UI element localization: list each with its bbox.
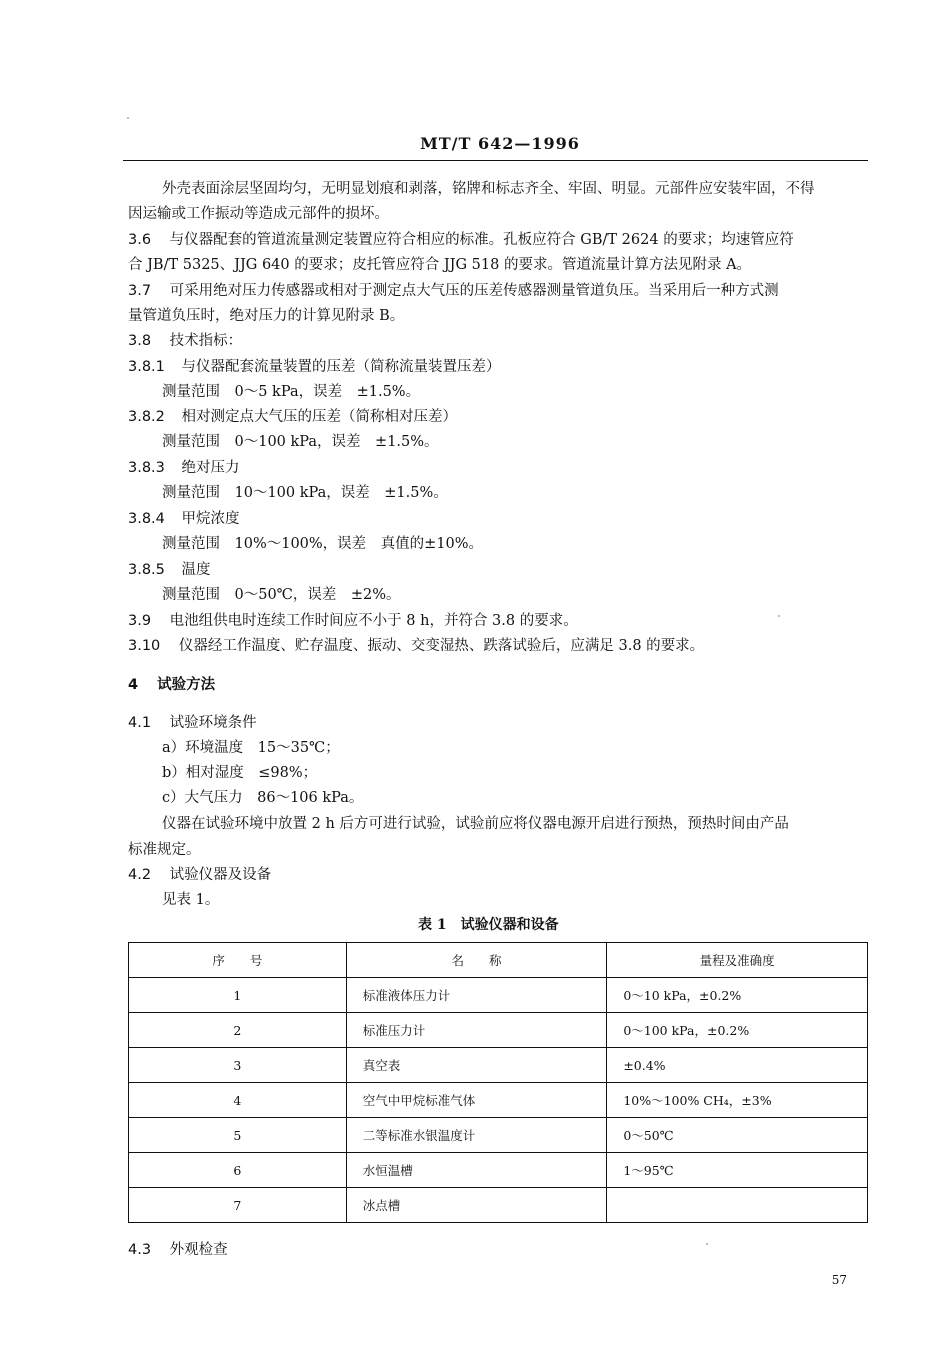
- section-4-heading: [128, 674, 215, 696]
- column-header-name: 名 称: [346, 943, 607, 978]
- cell-name: 水恒温槽: [346, 1153, 607, 1188]
- cell-range: [607, 1188, 868, 1223]
- section-title: 甲烷浓度: [181, 511, 240, 527]
- section-number: 3.8: [128, 333, 152, 349]
- section-number: 3.8.3: [128, 460, 165, 476]
- section-number: 4.2: [128, 867, 152, 883]
- section-number: 3.9: [128, 613, 152, 629]
- section-title: 外观检查: [169, 1242, 228, 1258]
- cell-name: 标准压力计: [346, 1013, 607, 1048]
- cell-name: 二等标准水银温度计: [346, 1118, 607, 1153]
- section-3-8-3-detail: 测量范围 10～100 kPa，误差 ±1.5%。: [162, 485, 448, 501]
- section-title: 试验仪器及设备: [169, 867, 272, 883]
- section-title: 试验环境条件: [169, 715, 257, 731]
- cell-range: 10%～100% CH₄，±3%: [607, 1083, 868, 1118]
- section-number: 4: [128, 677, 139, 693]
- section-title: 相对测定点大气压的压差（简称相对压差）: [181, 409, 458, 425]
- section-number: 4.3: [128, 1242, 152, 1258]
- table-row: [129, 1048, 868, 1083]
- section-4-1: [128, 712, 257, 734]
- section-3-8-1: [128, 356, 501, 378]
- cell-name: 真空表: [346, 1048, 607, 1083]
- cell-range: 0～100 kPa，±0.2%: [607, 1013, 868, 1048]
- cell-name: 标准液体压力计: [346, 978, 607, 1013]
- table-row: [129, 1153, 868, 1188]
- section-3-8-5-detail: 测量范围 0～50℃，误差 ±2%。: [162, 587, 401, 603]
- section-number: 3.8.1: [128, 359, 165, 375]
- equipment-table: [128, 942, 868, 1223]
- section-3-8-3: [128, 457, 240, 479]
- section-title: 温度: [181, 562, 211, 578]
- section-title: 与仪器配套流量装置的压差（简称流量装置压差）: [181, 359, 501, 375]
- section-text: 电池组供电时连续工作时间应不小于 8 h，并符合 3.8 的要求。: [169, 613, 578, 629]
- section-3-6-line2: 合 JB/T 5325、JJG 640 的要求；皮托管应符合 JJG 518 的要求。管道流量计算方法见附录 A。: [128, 257, 752, 273]
- cell-range: 1～95℃: [607, 1153, 868, 1188]
- section-3-10: [128, 635, 704, 657]
- section-3-8-4-detail: 测量范围 10%～100%，误差 真值的±10%。: [162, 536, 484, 552]
- cell-number: 1: [129, 978, 347, 1013]
- scan-speck: [706, 1243, 708, 1245]
- section-number: 3.7: [128, 283, 152, 299]
- section-number: 3.8.4: [128, 511, 165, 527]
- section-3-7: [128, 280, 779, 302]
- section-number: 3.8.2: [128, 409, 165, 425]
- housing-paragraph-line2: 因运输或工作振动等造成元部件的损坏。: [128, 206, 389, 222]
- cell-number: 2: [129, 1013, 347, 1048]
- list-item: a）环境温度 15～35℃；: [162, 740, 340, 756]
- scan-speck: [778, 615, 780, 617]
- cell-name: 空气中甲烷标准气体: [346, 1083, 607, 1118]
- section-3-8-2-detail: 测量范围 0～100 kPa，误差 ±1.5%。: [162, 434, 439, 450]
- cell-range: ±0.4%: [607, 1048, 868, 1083]
- section-number: 3.10: [128, 638, 161, 654]
- section-4-1-para-line2: 标准规定。: [128, 842, 201, 858]
- table-row: [129, 978, 868, 1013]
- section-4-1-para-line1: 仪器在试验环境中放置 2 h 后方可进行试验，试验前应将仪器电源开启进行预热，预热时间由产品: [162, 816, 789, 832]
- section-text: 仪器经工作温度、贮存温度、振动、交变湿热、跌落试验后，应满足 3.8 的要求。: [178, 638, 705, 654]
- section-number: 3.8.5: [128, 562, 165, 578]
- section-3-8-1-detail: 测量范围 0～5 kPa，误差 ±1.5%。: [162, 384, 421, 400]
- table-header-row: [129, 943, 868, 978]
- cell-number: 5: [129, 1118, 347, 1153]
- section-3-7-line1: 可采用绝对压力传感器或相对于测定点大气压的压差传感器测量管道负压。当采用后一种方式测: [169, 283, 779, 299]
- header-rule: [123, 160, 868, 161]
- table-caption: 表 1 试验仪器和设备: [418, 917, 559, 933]
- cell-number: 3: [129, 1048, 347, 1083]
- section-title: 技术指标：: [169, 333, 243, 349]
- list-item: c）大气压力 86～106 kPa。: [162, 790, 364, 806]
- section-3-6: [128, 229, 794, 251]
- section-number: 4.1: [128, 715, 152, 731]
- page-number: 57: [831, 1273, 847, 1287]
- list-item: b）相对湿度 ≤98%；: [162, 765, 318, 781]
- section-3-7-line2: 量管道负压时，绝对压力的计算见附录 B。: [128, 308, 405, 324]
- see-table-reference: 见表 1。: [162, 892, 220, 908]
- table-row: [129, 1188, 868, 1223]
- section-number: 3.6: [128, 232, 152, 248]
- section-3-6-line1: 与仪器配套的管道流量测定装置应符合相应的标准。孔板应符合 GB/T 2624 的要求；均速管应符: [169, 232, 794, 248]
- section-title: 试验方法: [157, 676, 216, 693]
- section-3-8-4: [128, 508, 240, 530]
- housing-paragraph-line1: 外壳表面涂层坚固均匀，无明显划痕和剥落，铭牌和标志齐全、牢固、明显。元部件应安装牢固，不得: [162, 181, 815, 197]
- cell-number: 4: [129, 1083, 347, 1118]
- column-header-number: 序 号: [129, 943, 347, 978]
- document-header: MT/T 642—1996: [420, 134, 580, 153]
- section-3-8-5: [128, 559, 211, 581]
- table-row: [129, 1083, 868, 1118]
- section-3-8-2: [128, 406, 457, 428]
- section-3-8: [128, 330, 242, 352]
- table-row: [129, 1118, 868, 1153]
- cell-number: 7: [129, 1188, 347, 1223]
- cell-range: 0～10 kPa，±0.2%: [607, 978, 868, 1013]
- cell-number: 6: [129, 1153, 347, 1188]
- section-4-2: [128, 864, 271, 886]
- table-row: [129, 1013, 868, 1048]
- column-header-range-accuracy: 量程及准确度: [607, 943, 868, 978]
- section-title: 绝对压力: [181, 460, 240, 476]
- section-3-9: [128, 610, 578, 632]
- cell-range: 0～50℃: [607, 1118, 868, 1153]
- section-4-3: [128, 1239, 228, 1261]
- cell-name: 冰点槽: [346, 1188, 607, 1223]
- scan-speck: [127, 117, 129, 119]
